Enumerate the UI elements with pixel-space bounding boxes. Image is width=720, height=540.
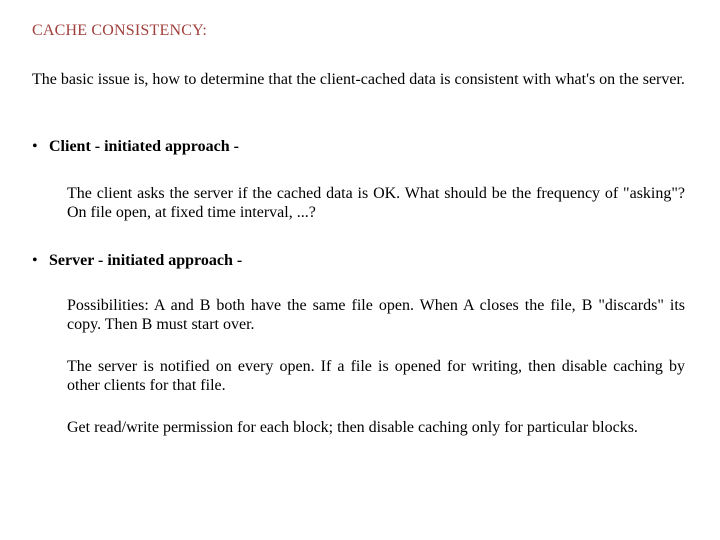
bullet-heading: Client - initiated approach - [49, 138, 239, 155]
server-possibility-paragraph: Possibilities: A and B both have the same file open. When A closes the file, B "discards" its copy. Then B must start over. [67, 297, 685, 333]
bullet-marker: • [32, 252, 38, 269]
intro-paragraph: The basic issue is, how to determine that the client-cached data is consistent with what's on the server. [32, 71, 685, 88]
bullet-server-initiated [32, 251, 242, 271]
bullet-marker: • [32, 138, 38, 155]
bullet-heading: Server - initiated approach - [49, 252, 243, 269]
bullet-client-initiated [32, 137, 239, 157]
server-block-paragraph: Get read/write permission for each block; then disable caching only for particular blocks. [67, 419, 638, 436]
client-approach-paragraph: The client asks the server if the cached data is OK. What should be the frequency of "asking"? On file open, at fixed time interval, ...? [67, 185, 685, 221]
server-notify-paragraph: The server is notified on every open. If a file is opened for writing, then disable caching by other clients for that file. [67, 358, 685, 394]
slide-title: CACHE CONSISTENCY: [32, 22, 208, 39]
